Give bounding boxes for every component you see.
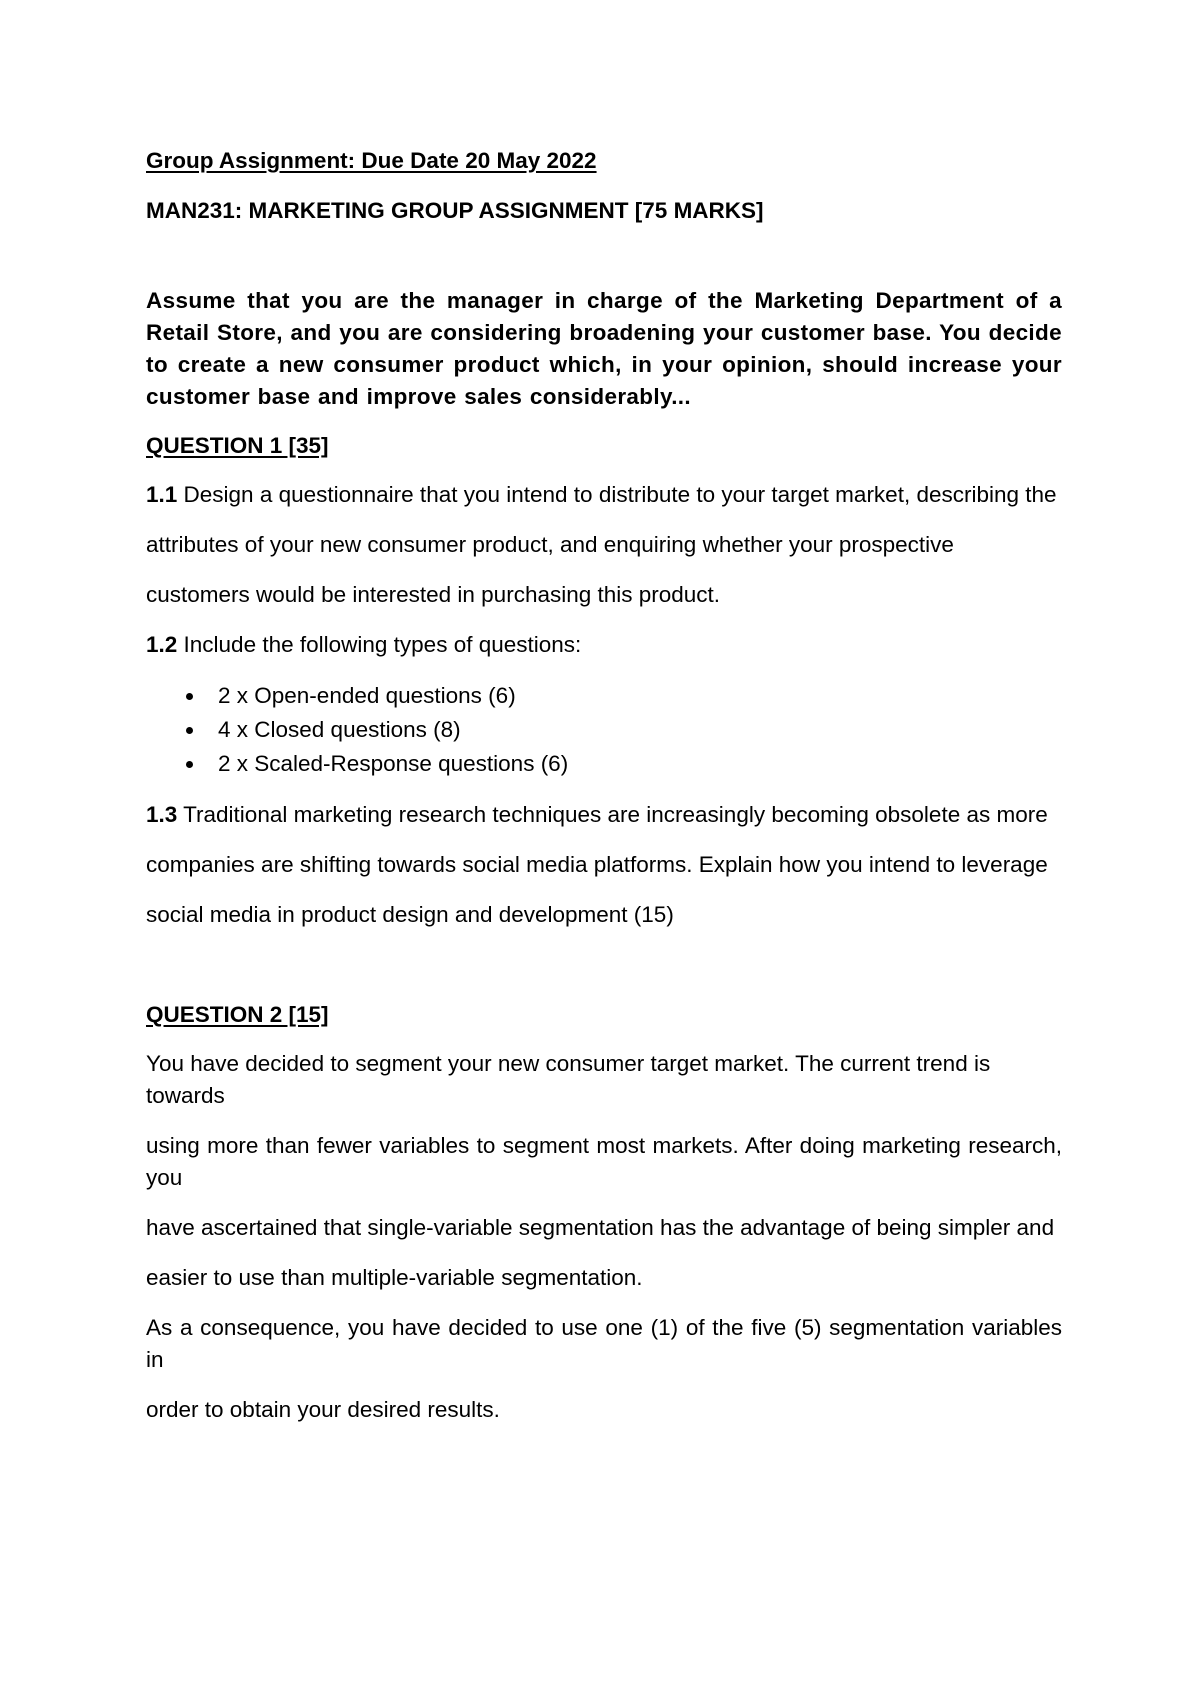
list-item-text: 2 x Open-ended questions (6)	[218, 683, 516, 708]
question-1-1-continued-a: attributes of your new consumer product, and enquiring whether your prospective	[146, 532, 954, 557]
scenario-paragraph: Assume that you are the manager in charge of the Marketing Department of a Retail Store, and you are considering broadening your customer base. You decide to create a new consumer product which, in your opinion, should increase your customer base and improve sales considerably...	[146, 288, 1062, 409]
question-1-1-continued-b: customers would be interested in purchasing this product.	[146, 582, 721, 607]
list-item	[146, 747, 1062, 781]
item-number: 1.2	[146, 632, 178, 657]
question-types-list	[146, 679, 1062, 781]
question-1-1	[146, 479, 1062, 511]
item-number: 1.1	[146, 482, 178, 507]
item-text: Traditional marketing research techniques are increasingly becoming obsolete as more	[177, 802, 1048, 827]
question-2-paragraph-4: easier to use than multiple-variable segmentation.	[146, 1265, 643, 1290]
question-1-2	[146, 629, 1062, 661]
bullet-icon	[186, 693, 193, 700]
question-1-heading: QUESTION 1 [35]	[146, 433, 329, 458]
course-heading: MAN231: MARKETING GROUP ASSIGNMENT [75 MARKS]	[146, 198, 764, 223]
question-2-paragraph-5: As a consequence, you have decided to use one (1) of the five (5) segmentation variables in	[146, 1315, 1062, 1372]
item-text: Include the following types of questions:	[177, 632, 582, 657]
document-page	[146, 145, 1062, 1444]
item-number: 1.3	[146, 802, 178, 827]
question-2-paragraph-3: have ascertained that single-variable segmentation has the advantage of being simpler and	[146, 1215, 1055, 1240]
list-item	[146, 679, 1062, 713]
question-2-paragraph-2: using more than fewer variables to segment most markets. After doing marketing research, you	[146, 1133, 1062, 1190]
list-item	[146, 713, 1062, 747]
item-text: Design a questionnaire that you intend to distribute to your target market, describing the	[177, 482, 1057, 507]
list-item-text: 2 x Scaled-Response questions (6)	[218, 751, 569, 776]
question-2-heading: QUESTION 2 [15]	[146, 1002, 329, 1027]
bullet-icon	[186, 727, 193, 734]
list-item-text: 4 x Closed questions (8)	[218, 717, 461, 742]
question-1-3-continued-a: companies are shifting towards social media platforms. Explain how you intend to leverage	[146, 852, 1048, 877]
assignment-title: Group Assignment: Due Date 20 May 2022	[146, 148, 597, 173]
question-2-paragraph-6: order to obtain your desired results.	[146, 1397, 500, 1422]
question-1-3-continued-b: social media in product design and development (15)	[146, 902, 674, 927]
bullet-icon	[186, 761, 193, 768]
question-1-3	[146, 799, 1062, 831]
question-2-paragraph-1: You have decided to segment your new consumer target market. The current trend is towards	[146, 1051, 991, 1108]
